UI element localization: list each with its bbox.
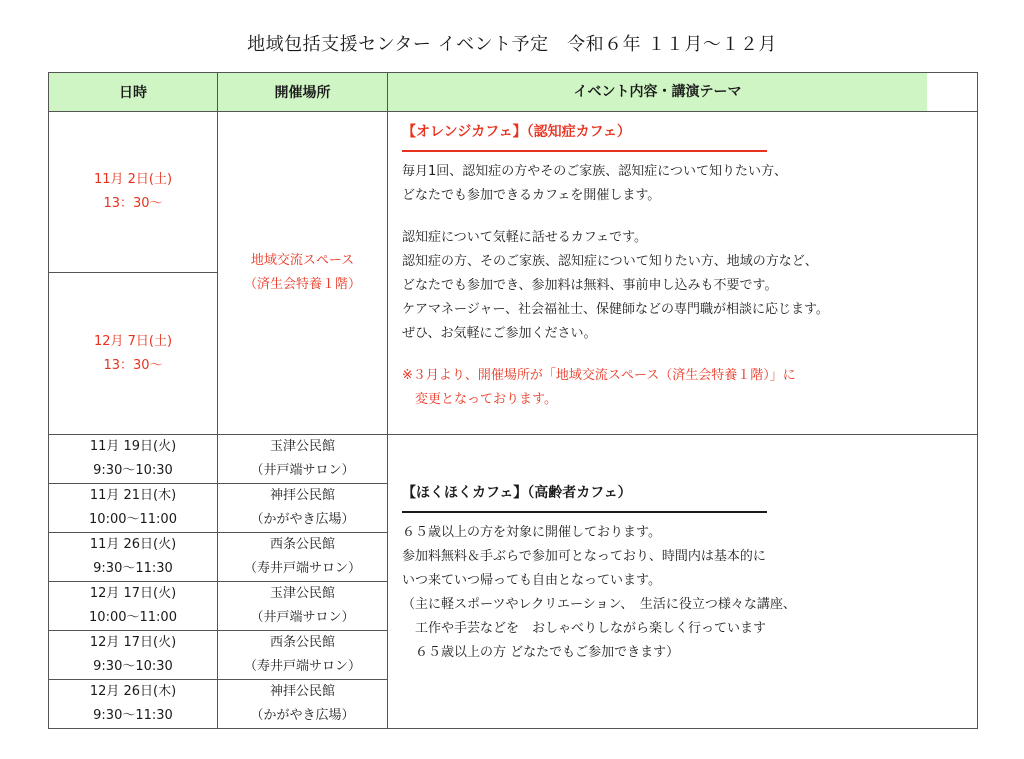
description-line: 認知症の方、そのご家族、認知症について知りたい方、地域の方など、 <box>402 254 818 269</box>
hoku-place-cell <box>218 680 388 729</box>
description-line: ６５歳以上の方 どなたでもご参加できます） <box>402 645 680 660</box>
description-line: 毎月1回、認知症の方やそのご家族、認知症について知りたい方、 <box>402 164 788 179</box>
event-date: 12月 17日(火) <box>89 635 177 650</box>
hoku-place-cell <box>218 484 388 533</box>
table-row <box>49 112 978 273</box>
venue-change-note: ※３月より、開催場所が「地域交流スペース（済生会特養１階）」に <box>402 368 796 383</box>
venue-name: 地域交流スペース <box>250 253 355 268</box>
event-date: 11月 19日(火) <box>89 439 177 454</box>
hoku-date-cell <box>49 582 218 631</box>
orange-cafe-description <box>388 112 978 435</box>
event-date: 12月 7日(土) <box>93 333 173 349</box>
event-time: 9:30～10:30 <box>93 659 173 674</box>
event-time: 10:00～11:00 <box>89 610 177 625</box>
event-date: 11月 21日(木) <box>89 488 177 503</box>
event-time: 13：30～ <box>103 196 163 211</box>
venue-sub: （井戸端サロン） <box>250 610 355 625</box>
description-line: いつ来ていつ帰っても自由となっています。 <box>402 573 661 588</box>
venue-name: 西条公民館 <box>269 537 335 552</box>
description-line: ６５歳以上の方を対象に開催しております。 <box>402 525 661 540</box>
venue-name: 神拝公民館 <box>269 684 335 699</box>
hoku-place-cell <box>218 582 388 631</box>
title-underline <box>402 511 767 513</box>
hoku-cafe-title: 【ほくほくカフェ】（高齢者カフェ） <box>402 485 632 501</box>
event-time: 9:30～11:30 <box>93 561 173 576</box>
table-row <box>49 435 978 484</box>
event-time: 10:00～11:00 <box>89 512 177 527</box>
orange-date-cell-2 <box>49 273 218 435</box>
header-datetime: 日時 <box>49 73 218 112</box>
hoku-place-cell <box>218 533 388 582</box>
description-line: どなたでも参加でき、参加料は無料、事前申し込みも不要です。 <box>402 278 778 293</box>
event-time: 9:30～10:30 <box>93 463 173 478</box>
header-row <box>49 73 978 112</box>
hoku-date-cell <box>49 533 218 582</box>
description-line: （主に軽スポーツやレクリエーション、 生活に役立つ様々な講座、 <box>402 597 796 612</box>
venue-name: 玉津公民館 <box>269 586 335 601</box>
event-date: 12月 17日(火) <box>89 586 177 601</box>
venue-name: 神拝公民館 <box>269 488 335 503</box>
orange-place-cell <box>218 112 388 435</box>
event-time: 9:30～11:30 <box>93 708 173 723</box>
venue-sub: （寿井戸端サロン） <box>243 659 361 674</box>
hoku-date-cell <box>49 631 218 680</box>
orange-cafe-title: 【オレンジカフェ】（認知症カフェ） <box>402 124 631 140</box>
venue-name: 玉津公民館 <box>269 439 335 454</box>
event-schedule-table <box>48 72 978 729</box>
event-date: 12月 26日(木) <box>89 684 177 699</box>
venue-sub: （井戸端サロン） <box>250 463 355 478</box>
description-line: 認知症について気軽に話せるカフェです。 <box>402 230 648 245</box>
hoku-date-cell <box>49 484 218 533</box>
description-line: 参加料無料＆手ぶらで参加可となっており、時間内は基本的に <box>402 549 766 564</box>
hoku-place-cell <box>218 631 388 680</box>
hoku-date-cell <box>49 435 218 484</box>
hoku-cafe-description <box>388 435 978 729</box>
page-title: 地域包括支援センター イベント予定 令和６年 １１月～１２月 <box>247 34 777 55</box>
venue-sub: （寿井戸端サロン） <box>243 561 361 576</box>
event-date: 11月 2日(土) <box>93 172 173 187</box>
venue-sub: （かがやき広場） <box>250 708 355 723</box>
venue-name: 西条公民館 <box>269 635 335 650</box>
title-underline <box>402 150 767 152</box>
venue-sub: （済生会特養１階） <box>243 277 361 292</box>
description-line: どなたでも参加できるカフェを開催します。 <box>402 188 661 203</box>
hoku-date-cell <box>49 680 218 729</box>
description-line: ぜひ、お気軽にご参加ください。 <box>402 326 597 341</box>
orange-date-cell-1 <box>49 112 218 273</box>
header-theme <box>388 73 978 112</box>
venue-change-note: 変更となっております。 <box>402 392 557 407</box>
event-date: 11月 26日(火) <box>89 537 177 552</box>
header-place: 開催場所 <box>218 73 388 112</box>
description-line: 工作や手芸などを おしゃべりしながら楽しく行っています <box>402 621 767 636</box>
description-line: ケアマネージャー、社会福祉士、保健師などの専門職が相談に応じます。 <box>402 302 829 317</box>
venue-sub: （かがやき広場） <box>250 512 355 527</box>
hoku-place-cell <box>218 435 388 484</box>
header-theme-label: イベント内容・講演テーマ <box>388 73 927 111</box>
event-time: 13：30～ <box>103 357 163 373</box>
